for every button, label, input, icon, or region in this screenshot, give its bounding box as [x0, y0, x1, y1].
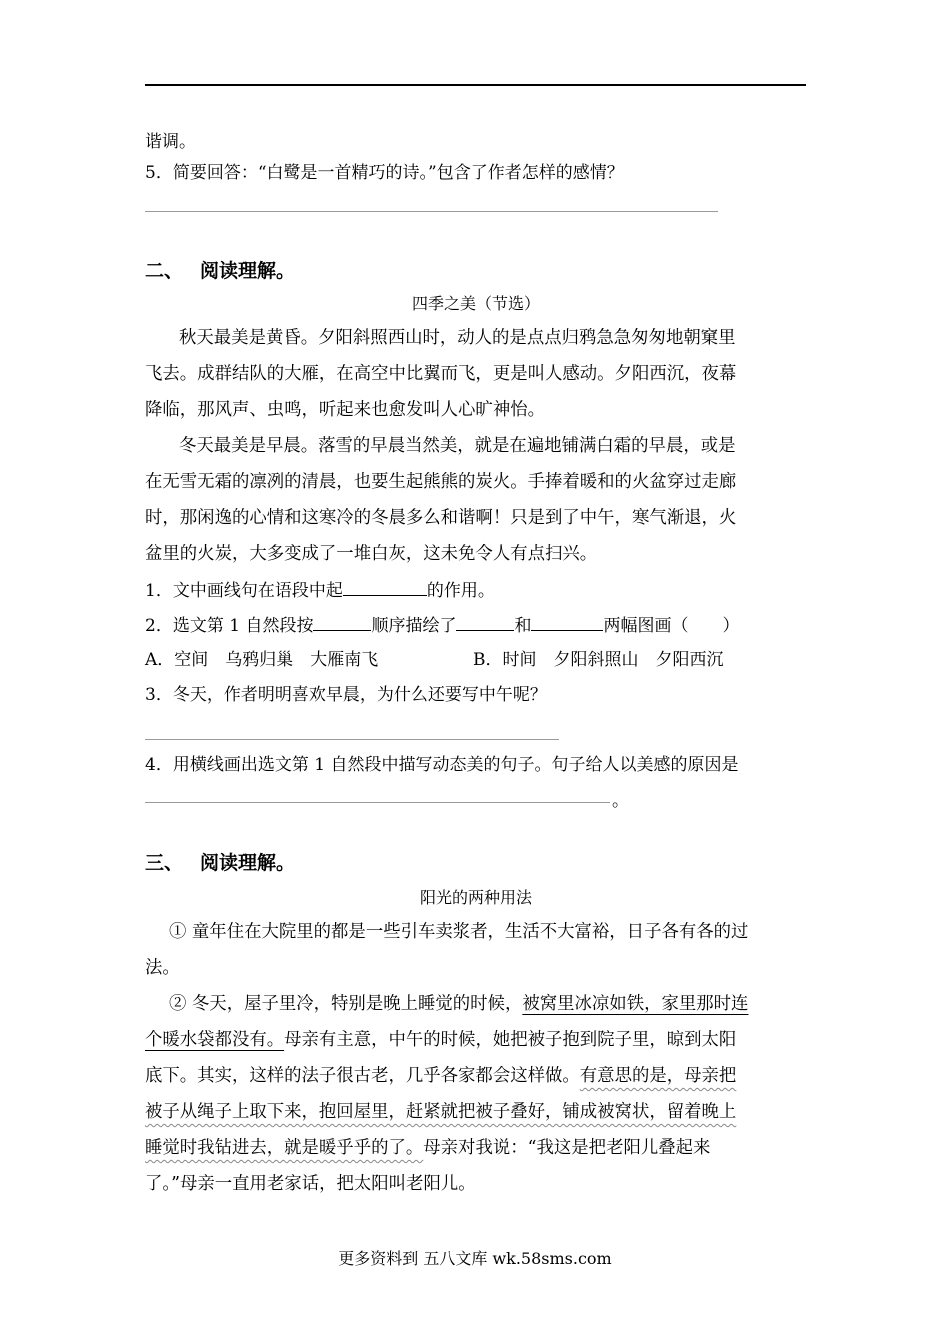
section-2-number: 二、	[145, 260, 184, 282]
section-3-heading-text: 阅读理解。	[200, 852, 296, 874]
p4-line-3	[145, 1058, 807, 1094]
p1-line-1: 秋天最美是黄昏。夕阳斜照西山时，动人的是点点归鸦急急匆匆地朝窠里	[179, 328, 736, 348]
section-3-number: 三、	[145, 852, 184, 874]
p4-line-1	[145, 986, 807, 1022]
q1-text-a: 1．文中画线句在语段中起	[145, 581, 343, 601]
passage-2-title: 阳光的两种用法	[419, 888, 532, 907]
footer-link[interactable]: 更多资料到 五八文库 wk.58sms.com	[338, 1249, 612, 1268]
wavy-sentence-3: 睡觉时我钻进去，就是暖乎乎的了。	[145, 1138, 424, 1158]
q1-text-b: 的作用。	[426, 581, 495, 601]
p3-line-2: 法。	[145, 958, 180, 978]
q2-text-a: 2．选文第 1 自然段按	[145, 616, 314, 636]
q2-blank-3[interactable]	[531, 614, 603, 631]
passage-1-title: 四季之美（节选）	[411, 294, 540, 313]
q2-option-b[interactable]: B．时间 夕阳斜照山 夕阳西沉	[473, 650, 724, 670]
p2-line-3: 时，那闲逸的心情和这寒冷的冬晨多么和谐啊！只是到了中午，寒气渐退，火	[145, 508, 737, 528]
underlined-sentence-1: 被窝里冰凉如铁，家里那时连	[522, 994, 749, 1014]
answer-line-q4[interactable]	[145, 802, 610, 803]
question-1	[145, 579, 495, 603]
p4-line-2-text: 母亲有主意，中午的时候，她把被子抱到院子里，晾到太阳	[284, 1030, 737, 1050]
q2-option-a[interactable]: A．空间 乌鸦归巢 大雁南飞	[145, 650, 379, 670]
q2-text-c: 和	[514, 616, 532, 636]
p4-line-3-text: 底下。其实，这样的法子很古老，几乎各家都会这样做。	[145, 1066, 580, 1086]
p1-line-2: 飞去。成群结队的大雁，在高空中比翼而飞，更是叫人感动。夕阳西沉，夜幕	[145, 364, 737, 384]
question-2-options	[145, 648, 724, 672]
section-2-heading	[145, 256, 295, 283]
underlined-sentence-2: 个暖水袋都没有。	[145, 1030, 285, 1050]
question-3: 3．冬天，作者明明喜欢早晨，为什么还要写中午呢？	[145, 685, 547, 705]
question-5: 5．简要回答：“白鹭是一首精巧的诗。”包含了作者怎样的感情？	[145, 163, 624, 183]
p4-line-5	[145, 1130, 807, 1166]
passage-1-paragraph-2	[145, 428, 807, 572]
passage-2-paragraph-2	[145, 986, 807, 1202]
top-rule	[145, 84, 806, 86]
q2-blank-1[interactable]	[313, 614, 371, 631]
p4-line-6: 了。”母亲一直用老家话，把太阳叫老阳儿。	[145, 1174, 476, 1194]
wavy-sentence-1: 有意思的是，母亲把	[579, 1066, 737, 1086]
p4-line-1-text: ② 冬天，屋子里冷，特别是晚上睡觉的时候，	[169, 994, 523, 1014]
p2-line-4: 盆里的火炭，大多变成了一堆白灰，这未免令人有点扫兴。	[145, 544, 598, 564]
answer-line-q5[interactable]	[145, 211, 718, 212]
section-2-heading-text: 阅读理解。	[200, 260, 296, 282]
p1-line-3: 降临，那风声、虫鸣，听起来也愈发叫人心旷神怡。	[145, 400, 545, 420]
p4-line-4	[145, 1094, 807, 1130]
section-3-heading	[145, 848, 295, 875]
q2-text-d: 两幅图画（ ）	[603, 616, 740, 636]
p3-line-1: ① 童年住在大院里的都是一些引车卖浆者，生活不大富裕，日子各有各的过	[169, 922, 749, 942]
question-4: 4．用横线画出选文第 1 自然段中描写动态美的句子。句子给人以美感的原因是	[145, 755, 739, 775]
passage-1-paragraph-1	[145, 320, 807, 428]
q2-text-b: 顺序描绘了	[371, 616, 457, 636]
p4-line-5-text: 母亲对我说：“我这是把老阳儿叠起来	[423, 1138, 711, 1158]
p2-line-1: 冬天最美是早晨。落雪的早晨当然美，就是在遍地铺满白霜的早晨，或是	[179, 436, 736, 456]
question-4-end: 。	[612, 791, 629, 811]
p2-line-2: 在无雪无霜的凛冽的清晨，也要生起熊熊的炭火。手捧着暖和的火盆穿过走廊	[145, 472, 737, 492]
question-2	[145, 614, 739, 638]
passage-2-paragraph-1	[145, 914, 807, 986]
answer-line-q3[interactable]	[145, 739, 559, 740]
p4-line-2	[145, 1022, 807, 1058]
q2-blank-2[interactable]	[456, 614, 514, 631]
wavy-sentence-2: 被子从绳子上取下来，抱回屋里，赶紧就把被子叠好，铺成被窝状，留着晚上	[145, 1102, 737, 1122]
continued-text: 谐调。	[145, 132, 196, 152]
q1-blank[interactable]	[343, 579, 427, 596]
